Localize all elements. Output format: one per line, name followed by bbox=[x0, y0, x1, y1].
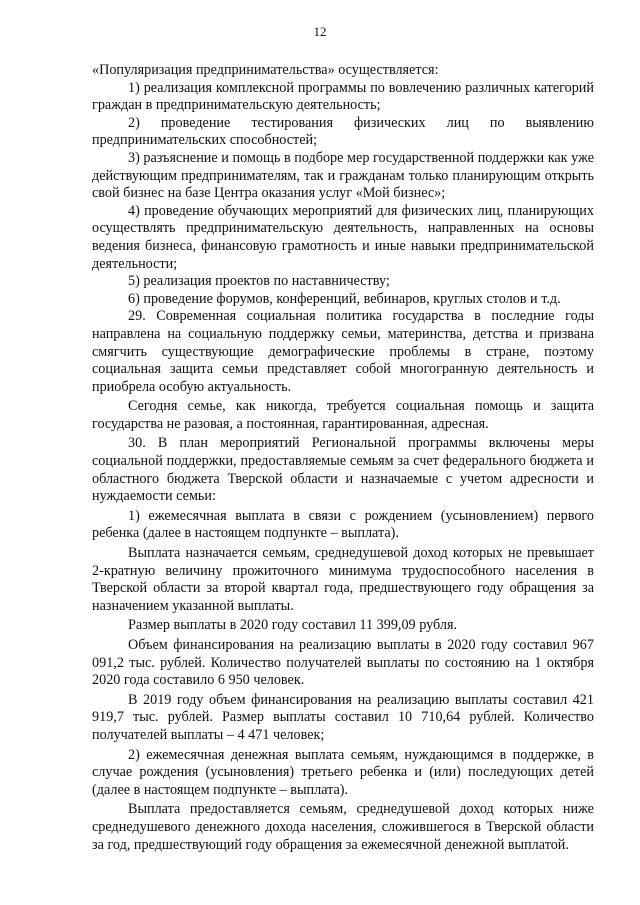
page-number: 12 bbox=[313, 24, 327, 39]
paragraph-30: 30. В план мероприятий Региональной программы включены меры социальной поддержки, предоставляемые семьям за счет федерального бюджета и областного бюджета Тверской области и назначаемые с учетом адресности и нуждаемости семьи: bbox=[92, 435, 594, 505]
list-item-1: 1) реализация комплексной программы по вовлечению различных категорий граждан в предпринимательскую деятельность; bbox=[92, 79, 594, 114]
paragraph-financing-2020: Объем финансирования на реализацию выплаты в 2020 году составил 967 091,2 тыс. рублей. Количество получателей выплаты по состоянию на 1 октября 2020 года составило 6 950 человек. bbox=[92, 637, 594, 689]
subitem-2: 2) ежемесячная денежная выплата семьям, нуждающимся в поддержке, в случае рождения (усыновления) третьего ребенка и (или) последующих детей (далее в настоящем подпункте – выплата). bbox=[92, 746, 594, 798]
document-body bbox=[92, 62, 594, 854]
list-item-6: 6) проведение форумов, конференций, вебинаров, круглых столов и т.д. bbox=[128, 290, 561, 307]
subitem-1: 1) ежемесячная выплата в связи с рождением (усыновлением) первого ребенка (далее в настоящем подпункте – выплата). bbox=[92, 507, 594, 542]
list-item-3: 3) разъяснение и помощь в подборе мер государственной поддержки как уже действующим предпринимателям, так и гражданам только планирующим открыть свой бизнес на базе Центра оказания услуг «Мой бизнес»; bbox=[92, 149, 594, 202]
list-item-5: 5) реализация проектов по наставничеству; bbox=[128, 273, 390, 290]
list-item-2: 2) проведение тестирования физических лиц по выявлению предпринимательских способностей; bbox=[92, 114, 594, 149]
paragraph-29: 29. Современная социальная политика государства в последние годы направлена на социальную поддержку семьи, материнства, детства и призвана смягчить существующие демографические проблемы в стране, поэтому социальная защита семьи представляет собой многогранную деятельность и приобрела особую актуальность. bbox=[92, 308, 594, 395]
list-item-4: 4) проведение обучающих мероприятий для физических лиц, планирующих осуществлять предпринимательскую деятельность, направленных на основы ведения бизнеса, финансовую грамотность и иные навыки предпринимательской деятельности; bbox=[92, 202, 594, 272]
paragraph-family-support: Сегодня семье, как никогда, требуется социальная помощь и защита государства не разовая, а постоянная, гарантированная, адресная. bbox=[92, 398, 594, 432]
paragraph-payment-provision: Выплата предоставляется семьям, среднедушевой доход которых ниже среднедушевого денежного дохода населения, сложившегося в Тверской области за год, предшествующий году обращения за ежемесячной денежной выплатой. bbox=[92, 801, 594, 853]
paragraph-financing-2019: В 2019 году объем финансирования на реализацию выплаты составил 421 919,7 тыс. рублей. Размер выплаты составил 10 710,64 рублей. Количество получателей выплаты – 4 471 человек; bbox=[92, 691, 594, 743]
paragraph-payment-amount-2020: Размер выплаты в 2020 году составил 11 399,09 рубля. bbox=[128, 617, 458, 634]
paragraph-intro: «Популяризация предпринимательства» осуществляется: bbox=[92, 62, 439, 78]
paragraph-payment-conditions: Выплата назначается семьям, среднедушевой доход которых не превышает 2-кратную величину прожиточного минимума трудоспособного населения в Тверской области за второй квартал года, предшествующего году обращения за назначением указанной выплаты. bbox=[92, 545, 594, 614]
